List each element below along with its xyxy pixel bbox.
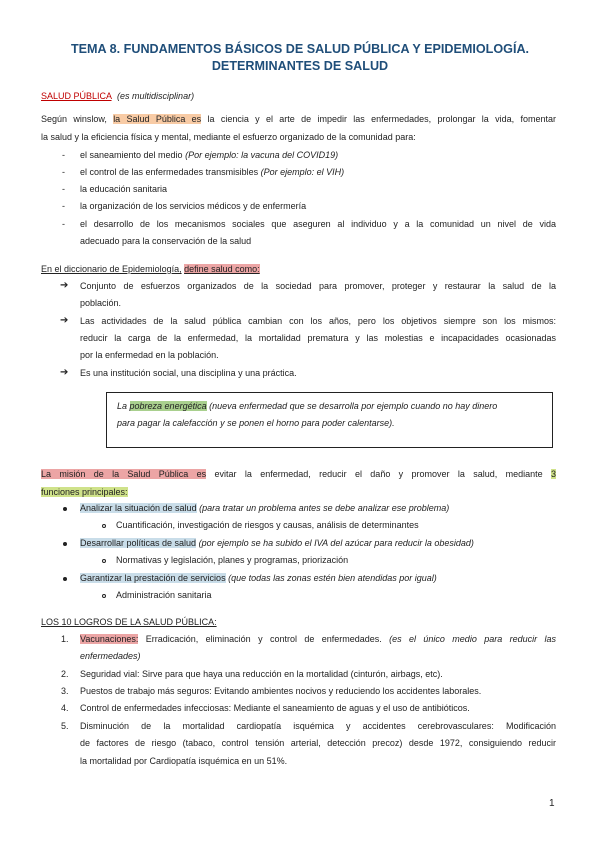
arrow-bullet-icon: ➔ — [60, 315, 69, 326]
list-item: el desarrollo de los mecanismos sociales que aseguren al individuo y a la comunidad un nivel de vida — [80, 219, 556, 229]
section-heading-salud-publica — [41, 91, 194, 102]
list-number: 3. — [61, 686, 69, 696]
dash-bullet: - — [62, 219, 65, 229]
winslow-highlight: la Salud Pública es — [113, 114, 202, 124]
list-number: 1. — [61, 634, 69, 644]
funcion-1-sub: Cuantificación, investigación de riesgos y causas, análisis de determinantes — [116, 520, 419, 530]
page-number: 1 — [549, 798, 555, 809]
dictionary-heading: En el diccionario de Epidemiología, define salud como: — [41, 264, 260, 274]
logro-5-line1: Disminución de la mortalidad cardiopatía isquémica y accidentes cerebrovasculares: Modificación — [80, 721, 556, 731]
dictionary-item-2-line3: por la enfermedad en la población. — [80, 350, 219, 360]
logro-1: Vacunaciones: Erradicación, eliminación y control de enfermedades. (es el único medio para reducir las — [80, 634, 556, 644]
list-number: 5. — [61, 721, 69, 731]
salud-publica-heading: SALUD PÚBLICA — [41, 91, 112, 101]
dictionary-item-1-line1: Conjunto de esfuerzos organizados de la sociedad para promover, proteger y restaurar la salud de la — [80, 281, 556, 291]
funcion-3: Garantizar la prestación de servicios (que todas las zonas estén bien atendidas por igual) — [80, 573, 437, 583]
winslow-pre: Según winslow, — [41, 114, 107, 124]
sub-bullet-circle — [102, 524, 106, 528]
note-box-line1: La pobreza energética (nueva enfermedad que se desarrolla por ejemplo cuando no hay dinero — [117, 401, 498, 411]
pobreza-energetica-highlight: pobreza energética — [129, 401, 207, 411]
bullet-dot — [63, 577, 67, 581]
list-number: 4. — [61, 703, 69, 713]
logros-heading: LOS 10 LOGROS DE LA SALUD PÚBLICA: — [41, 617, 217, 627]
list-number: 2. — [61, 669, 69, 679]
logro-5-line2: de factores de riesgo (tabaco, control tensión arterial, detección precoz) desde 1972, consiguiendo reducir — [80, 738, 556, 748]
dash-bullet: - — [62, 150, 65, 160]
logro-4: Control de enfermedades infecciosas: Mediante el saneamiento de aguas y el uso de antibióticos. — [80, 703, 470, 713]
funcion-2-sub: Normativas y legislación, planes y programas, priorización — [116, 555, 349, 565]
funcion-3-sub: Administración sanitaria — [116, 590, 212, 600]
arrow-bullet-icon: ➔ — [60, 280, 69, 291]
note-box-line2: para pagar la calefacción y se ponen el horno para poder calentarse). — [117, 418, 395, 428]
logro-1-continued: enfermedades) — [80, 651, 141, 661]
funcion-2: Desarrollar políticas de salud (por ejemplo se ha subido el IVA del azúcar para reducir la obesidad) — [80, 538, 474, 548]
logro-5-line3: la mortalidad por Cardiopatía isquémica en un 51%. — [80, 756, 288, 766]
logro-2: Seguridad vial: Sirve para que haya una reducción en la mortalidad (cinturón, airbags, etc). — [80, 669, 443, 679]
mision-line2: funciones principales: — [41, 487, 128, 497]
dictionary-item-3: Es una institución social, una disciplina y una práctica. — [80, 368, 297, 378]
dash-bullet: - — [62, 167, 65, 177]
arrow-bullet-icon: ➔ — [60, 367, 69, 378]
funcion-1: Analizar la situación de salud (para tratar un problema antes se debe analizar ese problema) — [80, 503, 450, 513]
mision-line1: La misión de la Salud Pública es evitar la enfermedad, reducir el daño y promover la salud, mediante 3 — [41, 469, 556, 479]
list-item: la organización de los servicios médicos y de enfermería — [80, 201, 307, 211]
winslow-definition-line2: la salud y la eficiencia física y mental, mediante el esfuerzo organizado de la comunidad para: — [41, 132, 416, 142]
list-item: el saneamiento del medio (Por ejemplo: la vacuna del COVID19) — [80, 150, 339, 160]
dictionary-item-1-line2: población. — [80, 298, 122, 308]
dictionary-item-2-line1: Las actividades de la salud pública cambian con los años, pero los objetivos siempre son los mismos: — [80, 316, 556, 326]
winslow-definition-line1 — [41, 114, 556, 125]
bullet-dot — [63, 507, 67, 511]
page-title-line1: TEMA 8. FUNDAMENTOS BÁSICOS DE SALUD PÚBLICA Y EPIDEMIOLOGÍA. — [70, 42, 530, 56]
dash-bullet: - — [62, 184, 65, 194]
sub-bullet-circle — [102, 594, 106, 598]
logro-3: Puestos de trabajo más seguros: Evitando ambientes nocivos y reduciendo los accidentes laborales. — [80, 686, 482, 696]
dictionary-item-2-line2: reducir la carga de la enfermedad, la mortalidad prematura y las molestias e incapacidades ocasionadas — [80, 333, 556, 343]
list-item: la educación sanitaria — [80, 184, 168, 194]
list-item: el control de las enfermedades transmisibles (Por ejemplo: el VIH) — [80, 167, 345, 177]
page-title-line2: DETERMINANTES DE SALUD — [211, 59, 389, 73]
heading-note: (es multidisciplinar) — [117, 91, 195, 101]
bullet-dot — [63, 542, 67, 546]
sub-bullet-circle — [102, 559, 106, 563]
list-item-continued: adecuado para la conservación de la salud — [80, 236, 252, 246]
dash-bullet: - — [62, 201, 65, 211]
winslow-post: la ciencia y el arte de impedir las enfermedades, prolongar la vida, fomentar — [207, 114, 556, 124]
